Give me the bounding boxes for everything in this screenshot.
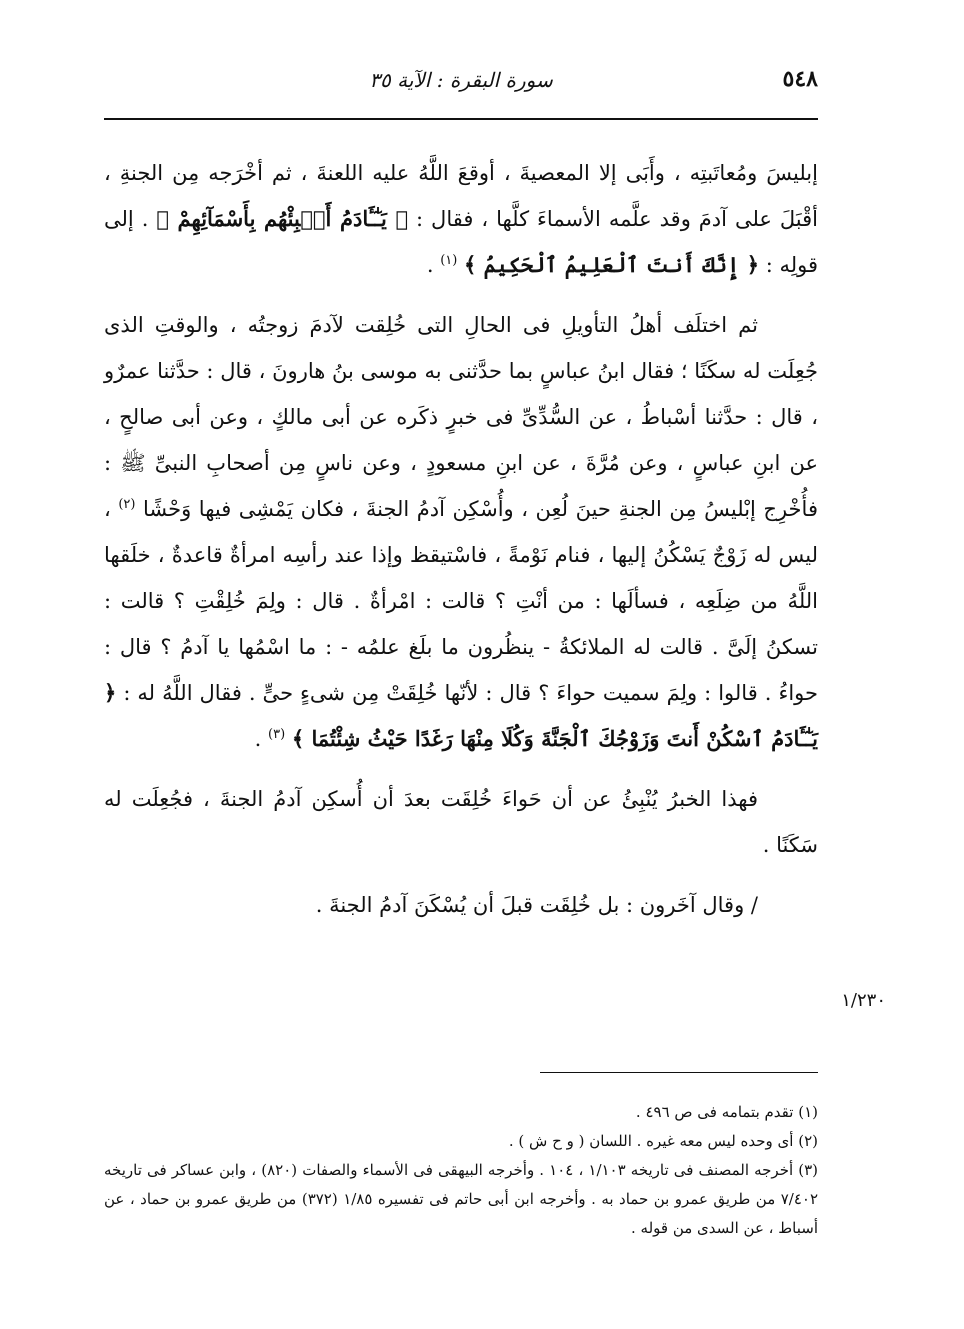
footnote-rule [540, 1072, 818, 1073]
footnote-marker: (١) [440, 253, 458, 268]
paragraph-text: . إلى قولِه : [104, 207, 818, 277]
paragraph-2 [104, 302, 818, 762]
footnote-2: (٢) أى وحده ليس معه غيره . اللسان ( و ح ش ) . [508, 1132, 818, 1150]
footnote-marker: (٢) [118, 497, 136, 512]
page-number: ٥٤٨ [782, 66, 818, 92]
footnote-1: (١) تقدم بتمامه فى ص ٤٩٦ . [635, 1103, 818, 1121]
margin-reference: ١/٢٣٠ [841, 990, 886, 1011]
quran-verse: ﴿ يَـٰٓـَٔادَمُ أَنۢبِئْهُم بِأَسْمَآئِهِمْ ﴾ [156, 206, 409, 231]
footnotes [104, 1098, 818, 1243]
paragraph-4 [104, 882, 818, 928]
paragraph-text: إبليسَ ومُعاتَبتِه ، وأَبَى إلا المعصيةَ ، أوقعَ اللَّهُ عليه اللعنةَ ، ثم أخْرَجه مِن الجنةِ ، أقْبَلَ على آدمَ وقد علَّمه الأسماءَ كلَّها ، فقال : [104, 161, 819, 231]
quran-verse: ﴿ يَـٰٓـَٔادَمُ ٱسْكُنْ أَنتَ وَزَوْجُكَ ٱلْجَنَّةَ وَكُلَا مِنْهَا رَغَدًا حَيْثُ شِئْتُمَا ﴾ [104, 680, 818, 751]
paragraph-1 [104, 150, 818, 288]
page-header [104, 66, 818, 106]
footnote-3: (٣) أخرجه المصنف فى تاريخه ١/١٠٣ ، ١٠٤ . وأخرجه البيهقى فى الأسماء والصفات (٨٢٠) ، وابن عساكر فى تاريخه ٧/٤٠٢ من طريق عمرو بن حماد به . وأخرجه ابن أبى حاتم فى تفسيره ١/٨٥ (٣٧٢) من طريق عمرو بن حماد ، عن أسباط ، عن السدى من قوله . [104, 1161, 819, 1237]
quran-verse: ﴿ إِنَّكَ أَنتَ ٱلْعَلِيمُ ٱلْحَكِيمُ ﴾ [464, 252, 760, 277]
header-rule [104, 118, 818, 120]
paragraph-text: / وقال آخَرون : بل خُلِقَت قبلَ أن يُسْكَنَ آدمُ الجنةَ . [315, 893, 758, 917]
main-text [104, 150, 818, 928]
paragraph-3 [104, 776, 818, 868]
paragraph-text: فهذا الخبرُ يُنْبِئُ عن أن حَواءَ خُلِقَت بعدَ أن أُسكِن آدمُ الجنةَ ، فجُعِلَت له سَكَنًا . [104, 787, 818, 857]
running-title: سورة البقرة : الآية ٣٥ [369, 68, 553, 92]
footnote-marker: (٣) [268, 727, 286, 742]
paragraph-text: . [254, 727, 262, 751]
paragraph-text: ثم اختلَف أهلُ التأويلِ فى الحالِ التى خُلِقت لآدمَ زوجتُه ، والوقتِ الذى جُعِلَت له سكَنًا ؛ فقال ابنُ عباسٍ بما حدَّثنى به موسى بنُ هارونَ ، قال : حدَّثنا عمرٌو ، قال : حدَّثنا أسْباطُ ، عن السُّدِّىِّ فى خبرٍ ذكَره عن أبى مالكٍ ، وعن أبى صالحٍ ، عن ابنِ عباسٍ ، وعن مُرَّةَ ، عن ابنِ مسعودٍ ، وعن ناسٍ مِن أصحابِ النبىِّ ﷺ : فأُخْرِج إبْليسُ مِن الجنةِ حينَ لُعِن ، وأُسْكِن آدمُ الجنةَ ، فكان يَمْشِى فيها وَحْشًا [104, 313, 818, 521]
paragraph-text: ، ليس له زَوْجٌ يَسْكُنُ إليها ، فنام نَوْمةً ، فاسْتيقظ وإذا عند رأسِه امرأةٌ قاعدةٌ ، خلَقها اللَّهُ من ضِلَعِه ، فسألَها : من أنْتِ ؟ قالت : امْرأةٌ . قال : ولِمَ خُلِقْتِ ؟ قالت : تسكنُ إلَىَّ . قالت له الملائكةُ - ينظُرون ما بلَغ علمُه - : ما اسْمُها يا آدمُ ؟ قال : حواءُ . قالوا : ولِمَ سميت حواءَ ؟ قال : لأنّها خُلِقَتْ مِن شىءٍ حىٍّ . فقال اللَّهُ له : [104, 497, 818, 705]
paragraph-text: . [426, 253, 434, 277]
